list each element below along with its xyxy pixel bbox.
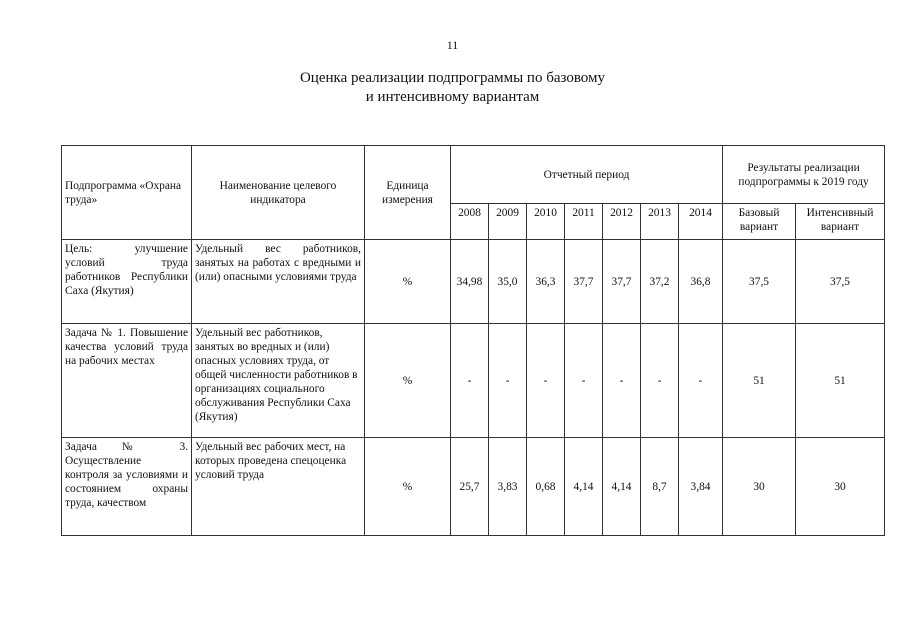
header-subprogram: Подпрограмма «Охрана труда» (62, 146, 192, 240)
row-value: 34,98 (451, 240, 489, 324)
page-number: 11 (446, 38, 459, 52)
table-row (62, 240, 885, 324)
header-results: Результаты реализации подпрограммы к 2019 году (723, 146, 885, 204)
header-year: 2011 (565, 204, 603, 240)
row-basic: 51 (723, 324, 796, 438)
row-basic: 37,5 (723, 240, 796, 324)
row-indicator: Удельный вес рабочих мест, на которых проведена спецоценка условий труда (192, 438, 365, 536)
row-value: 8,7 (641, 438, 679, 536)
row-value: 37,7 (603, 240, 641, 324)
header-intensive-variant: Интенсивный вариант (796, 204, 885, 240)
row-goal: Задача № 3. Осуществление контроля за условиями и состоянием охраны труда, качеством (62, 438, 192, 536)
row-value: 37,2 (641, 240, 679, 324)
row-value: - (489, 324, 527, 438)
row-indicator: Удельный вес работников, занятых во вредных и (или) опасных условиях труда, от общей численности работников в организациях социального обслуживания Республики Саха (Якутия) (192, 324, 365, 438)
header-year: 2012 (603, 204, 641, 240)
row-value: - (565, 324, 603, 438)
row-unit: % (365, 438, 451, 536)
row-value: - (679, 324, 723, 438)
header-year: 2010 (527, 204, 565, 240)
row-value: 37,7 (565, 240, 603, 324)
row-basic: 30 (723, 438, 796, 536)
row-value: 0,68 (527, 438, 565, 536)
row-value: - (603, 324, 641, 438)
row-value: 36,8 (679, 240, 723, 324)
header-year: 2013 (641, 204, 679, 240)
row-value: 36,3 (527, 240, 565, 324)
title-line-2: и интенсивному вариантам (365, 89, 540, 105)
evaluation-table (61, 145, 885, 536)
header-reporting-period: Отчетный период (451, 146, 723, 204)
row-value: 25,7 (451, 438, 489, 536)
title-line-1: Оценка реализации подпрограммы по базовому (299, 70, 606, 86)
row-indicator: Удельный вес работников, занятых на работах с вредными и (или) опасными условиями труда (192, 240, 365, 324)
row-intensive: 51 (796, 324, 885, 438)
row-unit: % (365, 324, 451, 438)
row-goal: Задача № 1. Повышение качества условий труда на рабочих местах (62, 324, 192, 438)
header-year: 2014 (679, 204, 723, 240)
row-value: 4,14 (603, 438, 641, 536)
table-row (62, 438, 885, 536)
row-intensive: 37,5 (796, 240, 885, 324)
header-year: 2009 (489, 204, 527, 240)
table-row (62, 324, 885, 438)
header-row-1 (62, 146, 885, 204)
row-value: 3,84 (679, 438, 723, 536)
header-unit: Единица измерения (365, 146, 451, 240)
row-value: 4,14 (565, 438, 603, 536)
row-unit: % (365, 240, 451, 324)
header-basic-variant: Базовый вариант (723, 204, 796, 240)
row-goal: Цель: улучшение условий труда работников Республики Саха (Якутия) (62, 240, 192, 324)
row-value: - (451, 324, 489, 438)
row-value: - (641, 324, 679, 438)
row-value: 3,83 (489, 438, 527, 536)
header-indicator: Наименование целевого индикатора (192, 146, 365, 240)
document-title (0, 69, 905, 107)
row-value: - (527, 324, 565, 438)
header-year: 2008 (451, 204, 489, 240)
row-intensive: 30 (796, 438, 885, 536)
row-value: 35,0 (489, 240, 527, 324)
